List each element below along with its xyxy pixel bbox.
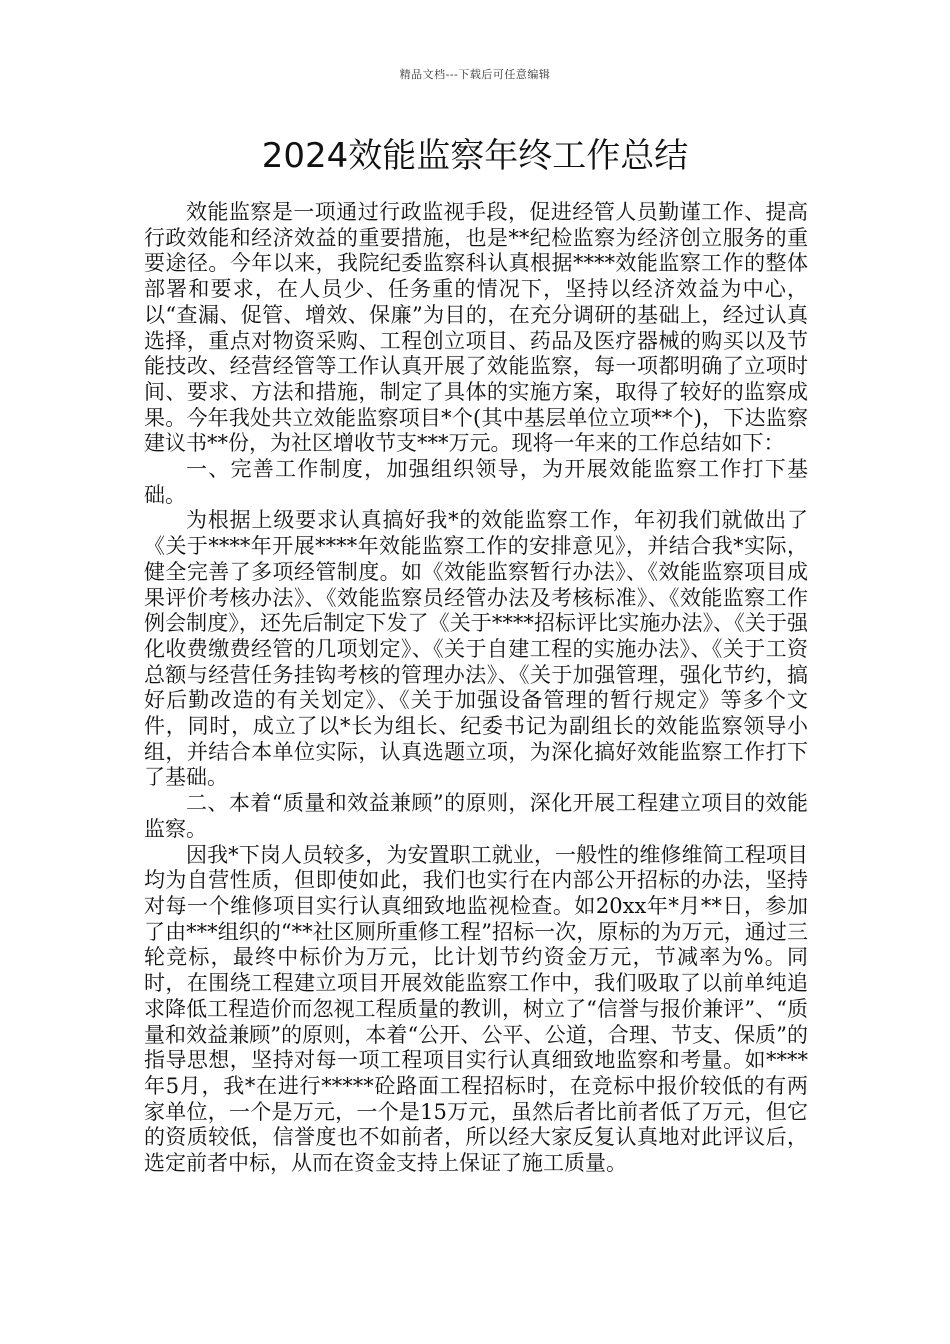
section-heading-2: 二、本着“质量和效益兼顾”的原则，深化开展工程建立项目的效能监察。 [144, 791, 808, 841]
paragraph-section-2: 因我*下岗人员较多，为安置职工就业，一般性的维修维简工程项目均为自营性质，但即使如此，我们也实行在内部公开招标的办法，坚持对每一个维修项目实行认真细致地监视检查。如20xx年*月**日，参加了由***组织的“**社区厕所重修工程”招标一次，原标的为万元，通过三轮竞标，最终中标价为万元，比计划节约资金万元，节减率为%。同时，在围绕工程建立项目开展效能监察工作中，我们吸取了以前单纯追求降低工程造价而忽视工程质量的教训，树立了“信誉与报价兼评”、“质量和效益兼顾”的原则，本着“公开、公平、公道，合理、节支、保质”的指导思想，坚持对每一项工程项目实行认真细致地监察和考量。如****年5月，我*在进行*****砼路面工程招标时，在竞标中报价较低的有两家单位，一个是万元，一个是15万元，虽然后者比前者低了万元，但它的资质较低，信誉度也不如前者，所以经大家反复认真地对此评议后，选定前者中标，从而在资金支持上保证了施工质量。 [144, 842, 808, 1176]
paragraph-section-1: 为根据上级要求认真搞好我*的效能监察工作，年初我们就做出了《关于****年开展****年效能监察工作的安排意见》，并结合我*实际，健全完善了多项经管制度。如《效能监察暂行办法》、《效能监察项目成果评价考核办法》、《效能监察员经管办法及考核标准》、《效能监察工作例会制度》，还先后制定下发了《关于****招标评比实施办法》、《关于强化收费缴费经管的几项划定》、《关于自建工程的实施办法》、《关于工资总额与经营任务挂钩考核的管理办法》、《关于加强管理，强化节约，搞好后勤改造的有关划定》、《关于加强设备管理的暂行规定》等多个文件，同时，成立了以*长为组长、纪委书记为副组长的效能监察领导小组，并结合本单位实际，认真选题立项，为深化搞好效能监察工作打下了基础。 [144, 508, 808, 790]
document-body [144, 200, 808, 1177]
header-note: 精品文档---下载后可任意编辑 [399, 68, 551, 81]
document-title: 2024效能监察年终工作总结 [261, 136, 689, 176]
section-heading-1: 一、完善工作制度，加强组织领导，为开展效能监察工作打下基础。 [144, 457, 808, 507]
paragraph-intro: 效能监察是一项通过行政监视手段，促进经管人员勤谨工作、提高行政效能和经济效益的重要措施，也是**纪检监察为经济创立服务的重要途径。今年以来，我院纪委监察科认真根据****效能监察工作的整体部署和要求，在人员少、任务重的情况下，坚持以经济效益为中心，以“查漏、促管、增效、保廉”为目的，在充分调研的基础上，经过认真选择，重点对物资采购、工程创立项目、药品及医疗器械的购买以及节能技改、经营经管等工作认真开展了效能监察，每一项都明确了立项时间、要求、方法和措施，制定了具体的实施方案，取得了较好的监察成果。今年我处共立效能监察项目*个(其中基层单位立项**个)，下达监察建议书**份，为社区增收节支***万元。现将一年来的工作总结如下： [144, 200, 808, 456]
